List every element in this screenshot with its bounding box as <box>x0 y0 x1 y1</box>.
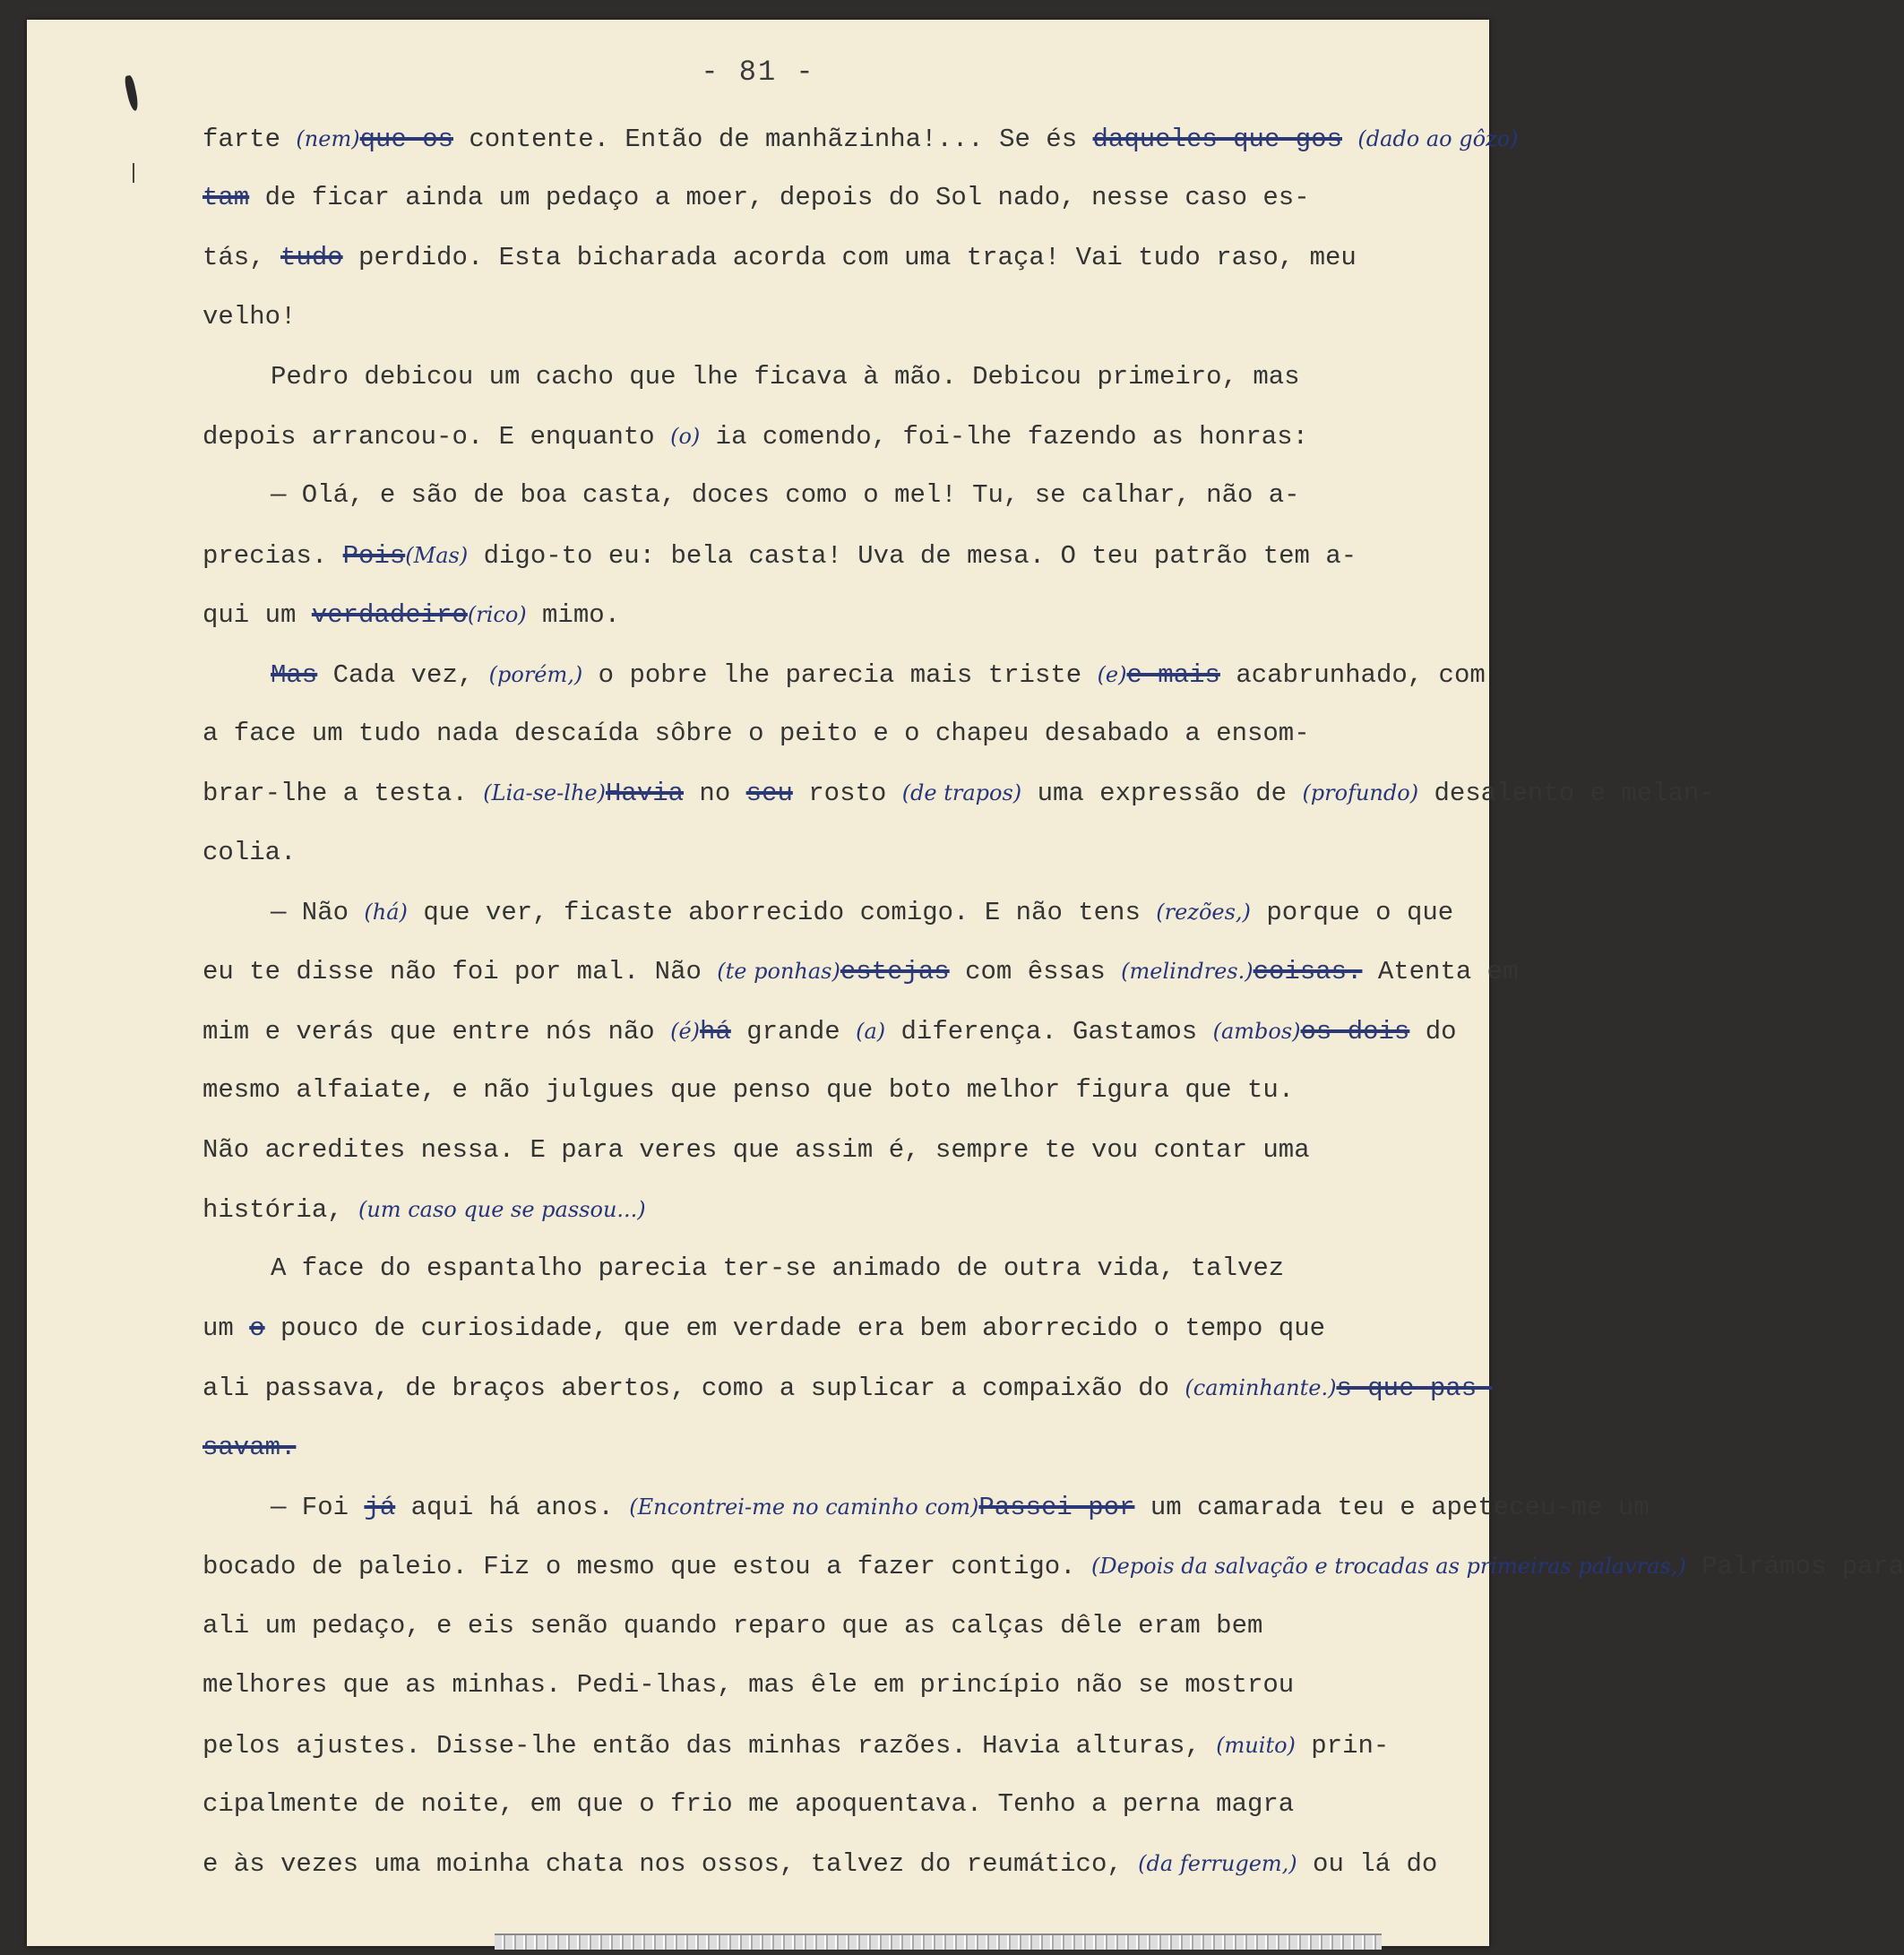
typed-text: ali passava, de braços abertos, como a suplicar a compaixão do <box>202 1374 1185 1404</box>
typed-text: de ficar ainda um pedaço a moer, depois do Sol nado, nesse caso es- <box>249 183 1310 213</box>
handwritten-correction: (da ferrugem,) <box>1138 1851 1297 1877</box>
typed-text: prin- <box>1295 1730 1390 1761</box>
typed-text: diferença. Gastamos <box>885 1016 1213 1046</box>
struck-text: Passei por <box>978 1492 1135 1522</box>
text-line <box>202 1775 1475 1834</box>
typed-text: mesmo alfaiate, e não julgues que penso que boto melhor figura que tu. <box>202 1075 1295 1106</box>
typed-text: qui um <box>202 600 312 631</box>
typed-text <box>280 125 296 154</box>
struck-text: seu <box>745 779 793 809</box>
typed-text: ia comendo, foi-lhe fazendo as honras: <box>700 421 1308 452</box>
handwritten-correction: (melindres.) <box>1121 959 1254 985</box>
typed-text: bocado de paleio. Fiz o mesmo que estou a fazer contigo. <box>202 1552 1091 1582</box>
typed-text-body <box>202 109 1904 1894</box>
typed-text: — Olá, e são de boa casta, doces como o mel! Tu, se calhar, não a- <box>271 480 1300 511</box>
struck-text: já <box>364 1492 396 1522</box>
typed-text: que ver, ficaste aborrecido comigo. E não tens <box>407 898 1157 928</box>
text-line <box>202 1239 1475 1298</box>
text-line <box>202 348 1475 407</box>
handwritten-correction: (a) <box>856 1018 886 1044</box>
struck-text: verdadeiro <box>311 600 468 631</box>
typed-text: ou lá do <box>1297 1849 1438 1880</box>
text-line <box>202 704 1475 763</box>
handwritten-correction: (nem) <box>296 126 360 151</box>
handwritten-correction: (Depois da salvação e trocadas as primeiras palavras,) <box>1090 1554 1686 1580</box>
text-line <box>202 168 1475 228</box>
text-line <box>202 1477 1650 1537</box>
typed-text: grande <box>730 1016 857 1046</box>
manuscript-page <box>27 20 1904 1946</box>
typed-text: — Foi <box>271 1492 365 1522</box>
typed-text: mim e verás que entre nós não <box>202 1016 671 1046</box>
typed-text: precias. <box>202 540 343 571</box>
handwritten-correction: (o) <box>670 423 701 449</box>
typed-text: pelos ajustes. Disse-lhe então das minhas razões. Havia alturas, <box>202 1730 1217 1761</box>
text-line <box>202 942 1519 1001</box>
typed-text: um <box>202 1313 250 1343</box>
handwritten-correction: (rico) <box>467 602 527 628</box>
page-number: - 81 - <box>701 56 815 89</box>
struck-text: o <box>249 1313 265 1343</box>
typed-text: — Não <box>271 898 365 928</box>
text-line <box>202 823 1475 883</box>
typed-text: um camarada teu e apeteceu-me um <box>1134 1492 1650 1522</box>
text-line <box>202 109 1519 168</box>
handwritten-correction: (de trapos) <box>901 780 1022 806</box>
text-line <box>202 1597 1475 1656</box>
struck-text: há <box>700 1016 731 1046</box>
text-line <box>202 645 1486 704</box>
handwritten-correction: (porém,) <box>488 661 583 687</box>
text-line <box>202 228 1475 288</box>
text-line <box>202 1299 1475 1358</box>
text-line <box>202 883 1475 942</box>
typed-text: no <box>684 779 746 809</box>
text-line <box>202 1121 1475 1180</box>
typed-text: ali um pedaço, e eis senão quando reparo que as calças dêle eram bem <box>202 1610 1263 1641</box>
text-line <box>202 1716 1475 1775</box>
handwritten-correction: (te ponhas) <box>717 959 840 985</box>
handwritten-correction: (Mas) <box>405 542 469 568</box>
typed-text: pouco de curiosidade, que em verdade era bem aborrecido o tempo que <box>264 1313 1326 1343</box>
typed-text: com êssas <box>949 957 1122 987</box>
handwritten-correction: (ambos) <box>1212 1018 1301 1044</box>
typed-text: e às vezes uma moinha chata nos ossos, talvez do reumático, <box>202 1849 1139 1880</box>
typed-text: história, <box>202 1195 359 1226</box>
typed-text: a face um tudo nada descaída sôbre o peito e o chapeu desabado a ensom- <box>202 718 1310 748</box>
struck-text: os dois <box>1300 1016 1410 1046</box>
struck-text: estejas <box>840 957 950 987</box>
typed-text: acabrunhado, com <box>1219 659 1486 690</box>
typed-text: desalento e melan- <box>1418 779 1715 809</box>
typed-text: brar-lhe a testa. <box>202 779 484 809</box>
handwritten-correction: (profundo) <box>1302 780 1419 806</box>
typed-text: colia. <box>202 837 297 867</box>
text-line <box>202 1418 1475 1477</box>
struck-text: coisas. <box>1253 957 1363 987</box>
handwritten-correction: (e) <box>1097 661 1127 687</box>
handwritten-correction: (um caso que se passou...) <box>358 1197 646 1223</box>
handwritten-correction: (Encontrei-me no caminho com) <box>629 1494 979 1520</box>
handwritten-correction: (rezões,) <box>1156 900 1251 926</box>
typed-text <box>1342 125 1357 154</box>
handwritten-correction: (dado ao gôzo) <box>1357 126 1519 151</box>
struck-text: tam <box>202 183 250 213</box>
struck-text: Mas <box>271 659 318 690</box>
typed-text: rosto <box>792 779 902 809</box>
text-line <box>202 1834 1475 1893</box>
handwritten-correction: (muito) <box>1216 1732 1296 1758</box>
typed-text: Atenta em <box>1362 957 1519 987</box>
handwritten-correction: (Lia-se-lhe) <box>483 780 606 806</box>
scale-ruler <box>495 1933 1382 1950</box>
typed-text: Palrámos para <box>1685 1552 1904 1582</box>
typed-text: eu te disse não foi por mal. Não <box>202 957 718 987</box>
typed-text: depois arrancou-o. E enquanto <box>202 421 671 452</box>
typed-text: uma expressão de <box>1021 779 1303 809</box>
struck-text: s que pas- <box>1336 1374 1493 1404</box>
struck-text: savam. <box>202 1432 297 1462</box>
struck-text: Pois <box>342 540 406 571</box>
typed-text: tás, <box>202 242 281 272</box>
ink-scratch <box>133 163 134 183</box>
handwritten-correction: (há) <box>364 900 408 926</box>
struck-text: Havia <box>606 779 685 809</box>
text-line <box>202 1358 1493 1417</box>
text-line <box>202 466 1475 525</box>
text-line <box>202 1656 1475 1715</box>
typed-text: aqui há anos. <box>395 1492 630 1522</box>
text-line <box>202 1180 1475 1239</box>
text-line <box>202 763 1715 822</box>
typed-text: perdido. Esta bicharada acorda com uma traça! Vai tudo raso, meu <box>342 242 1357 272</box>
typed-text: Cada vez, <box>317 659 489 690</box>
typed-text: melhores que as minhas. Pedi-lhas, mas êle em princípio não se mostrou <box>202 1670 1295 1701</box>
typed-text: Não acredites nessa. E para veres que assim é, sempre te vou contar uma <box>202 1134 1310 1165</box>
text-line <box>202 407 1475 466</box>
text-line <box>202 585 1475 644</box>
typed-text: porque o que <box>1250 898 1454 928</box>
struck-text: que os <box>359 125 453 154</box>
handwritten-correction: (é) <box>670 1018 701 1044</box>
typed-text: farte <box>202 125 281 154</box>
text-line <box>202 526 1475 585</box>
text-line <box>202 1537 1904 1596</box>
typed-text: contente. Então de manhãzinha!... Se és <box>453 125 1093 154</box>
text-line <box>202 1061 1475 1120</box>
typed-text: Pedro debicou um cacho que lhe ficava à mão. Debicou primeiro, mas <box>271 361 1300 392</box>
struck-text: e mais <box>1126 659 1220 690</box>
typed-text: velho! <box>202 302 297 332</box>
typed-text: mimo. <box>526 600 621 631</box>
typed-text: cipalmente de noite, em que o frio me apoquentava. Tenho a perna magra <box>202 1788 1295 1819</box>
struck-text: daqueles que gos <box>1092 125 1342 154</box>
typed-text: o pobre lhe parecia mais triste <box>582 659 1098 690</box>
text-line <box>202 288 1475 347</box>
typed-text: A face do espantalho parecia ter-se animado de outra vida, talvez <box>271 1253 1285 1284</box>
text-line <box>202 1002 1475 1061</box>
struck-text: tudo <box>280 242 343 272</box>
handwritten-correction: (caminhante.) <box>1185 1375 1337 1401</box>
typed-text: digo-to eu: bela casta! Uva de mesa. O teu patrão tem a- <box>468 540 1357 571</box>
typed-text: do <box>1409 1016 1457 1046</box>
